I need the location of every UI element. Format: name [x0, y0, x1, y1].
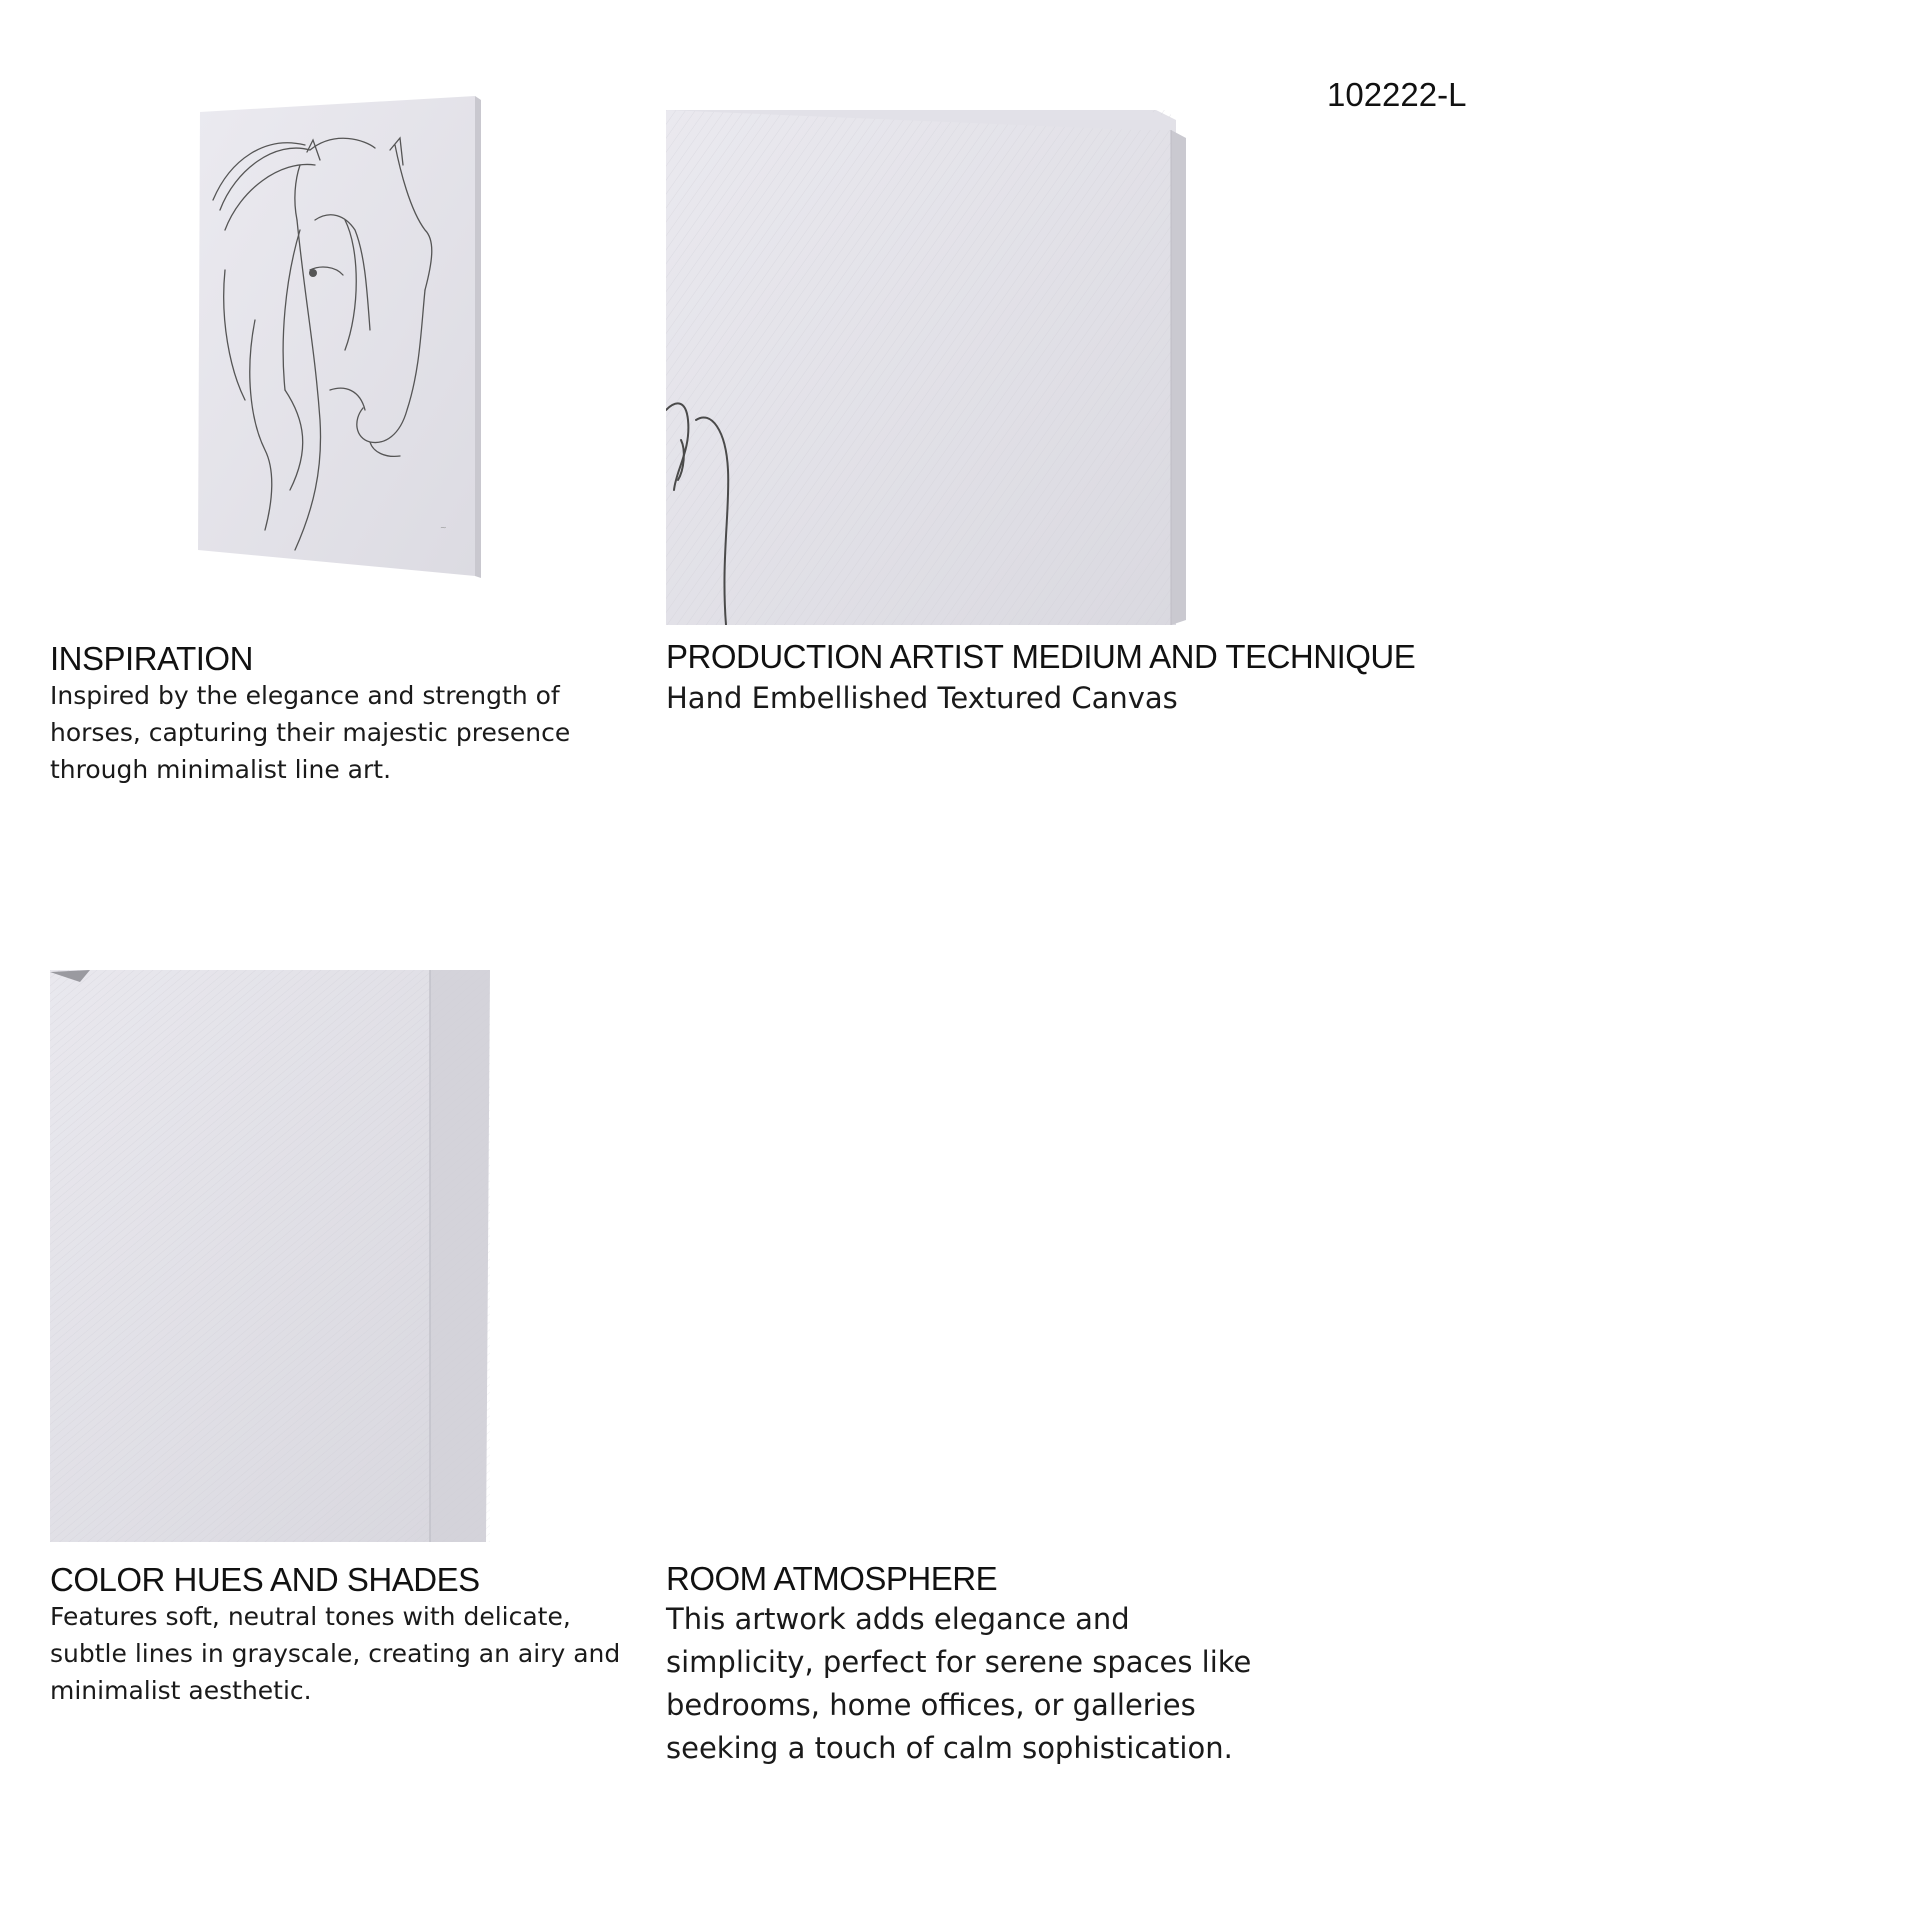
color-heading: COLOR HUES AND SHADES: [50, 1561, 480, 1598]
room-line-3: bedrooms, home offices, or galleries: [666, 1688, 1196, 1722]
room-line-4: seeking a touch of calm sophistication.: [666, 1731, 1233, 1765]
production-heading: PRODUCTION ARTIST MEDIUM AND TECHNIQUE: [666, 638, 1416, 675]
canvas-corner-detail-image: [666, 110, 1186, 625]
room-text: [666, 1598, 1286, 1770]
color-line-2: subtle lines in grayscale, creating an airy and: [50, 1639, 621, 1668]
production-text: [666, 677, 1286, 720]
svg-text:~: ~: [440, 523, 447, 532]
inspiration-heading: INSPIRATION: [50, 640, 253, 677]
room-line-2: simplicity, perfect for serene spaces like: [666, 1645, 1252, 1679]
inspiration-line-1: Inspired by the elegance and strength of: [50, 681, 560, 710]
color-line-1: Features soft, neutral tones with delicate,: [50, 1602, 571, 1631]
color-line-3: minimalist aesthetic.: [50, 1676, 312, 1705]
product-sku: 102222-L: [1327, 76, 1467, 113]
inspiration-line-3: through minimalist line art.: [50, 755, 392, 784]
production-line-1: Hand Embellished Textured Canvas: [666, 681, 1178, 715]
color-text: [50, 1598, 650, 1709]
canvas-full-view-image: [195, 90, 485, 580]
room-line-1: This artwork adds elegance and: [666, 1602, 1130, 1636]
inspiration-text: [50, 677, 650, 788]
canvas-texture-detail-image: [50, 970, 490, 1542]
room-heading: ROOM ATMOSPHERE: [666, 1560, 998, 1597]
inspiration-line-2: horses, capturing their majestic presence: [50, 718, 571, 747]
